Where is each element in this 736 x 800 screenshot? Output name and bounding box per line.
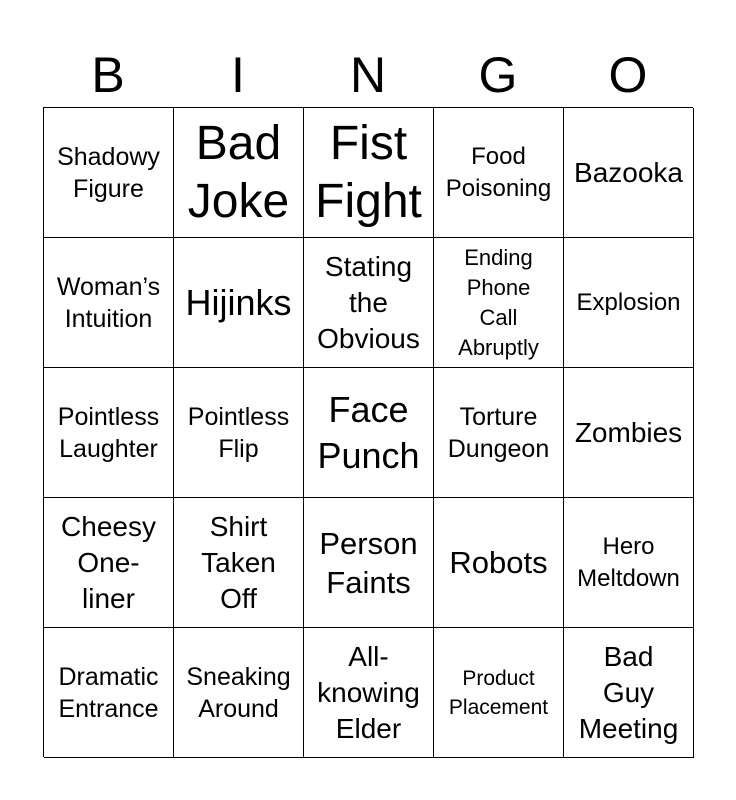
bingo-cell[interactable]	[174, 628, 304, 758]
cell-label: Person Faints	[319, 525, 418, 600]
cell-label: Bad Joke	[187, 116, 290, 228]
cell-label: Shirt Taken Off	[201, 510, 276, 614]
cell-label: Woman’s Intuition	[56, 272, 161, 333]
bingo-cell[interactable]	[44, 628, 174, 758]
bingo-cell[interactable]	[304, 238, 434, 368]
cell-label: Zombies	[574, 416, 683, 448]
header-letter-o: O	[608, 47, 648, 103]
header-letter-b: B	[91, 47, 125, 103]
bingo-cell[interactable]	[564, 108, 694, 238]
cell-label: Hijinks	[185, 281, 292, 323]
bingo-cell[interactable]	[304, 108, 434, 238]
cell-label: Hero Meltdown	[577, 532, 680, 592]
bingo-cell[interactable]	[434, 628, 564, 758]
cell-label: Cheesy One- liner	[61, 510, 156, 614]
cell-label: All- knowing Elder	[317, 640, 420, 744]
header-letter-g: G	[478, 47, 518, 103]
bingo-cell[interactable]	[44, 238, 174, 368]
cell-label: Ending Phone Call Abruptly	[458, 244, 539, 360]
bingo-cell[interactable]	[434, 238, 564, 368]
bingo-cell[interactable]	[564, 498, 694, 628]
bingo-cell[interactable]	[304, 368, 434, 498]
bingo-header	[43, 44, 693, 106]
bingo-cell[interactable]	[174, 108, 304, 238]
bingo-board	[43, 107, 693, 757]
header-letter-n: N	[349, 47, 387, 103]
bingo-cell[interactable]	[44, 498, 174, 628]
bingo-cell[interactable]	[174, 498, 304, 628]
cell-label: Fist Fight	[315, 116, 422, 228]
header-letter-i: I	[231, 47, 245, 103]
cell-label: Torture Dungeon	[447, 402, 550, 463]
bingo-cell[interactable]	[434, 498, 564, 628]
bingo-cell[interactable]	[564, 368, 694, 498]
bingo-cell[interactable]	[304, 498, 434, 628]
cell-label: Pointless Laughter	[57, 402, 160, 463]
cell-label: Face Punch	[317, 388, 420, 476]
bingo-cell[interactable]	[434, 108, 564, 238]
bingo-cell[interactable]	[44, 108, 174, 238]
bingo-cell[interactable]	[564, 628, 694, 758]
cell-label: Shadowy Figure	[57, 142, 160, 203]
cell-label: Pointless Flip	[187, 402, 290, 463]
cell-label: Bazooka	[574, 156, 683, 188]
cell-label: Food Poisoning	[445, 142, 552, 202]
cell-label: Product Placement	[448, 666, 549, 719]
cell-label: Bad Guy Meeting	[578, 640, 679, 744]
bingo-cell[interactable]	[564, 238, 694, 368]
cell-label: Stating the Obvious	[317, 250, 420, 354]
cell-label: Dramatic Entrance	[58, 662, 159, 723]
bingo-cell[interactable]	[304, 628, 434, 758]
cell-label: Robots	[449, 545, 548, 580]
cell-label: Sneaking Around	[186, 662, 291, 723]
bingo-cell[interactable]	[174, 368, 304, 498]
cell-label: Explosion	[576, 288, 681, 316]
bingo-cell[interactable]	[434, 368, 564, 498]
bingo-cell[interactable]	[44, 368, 174, 498]
bingo-cell[interactable]	[174, 238, 304, 368]
